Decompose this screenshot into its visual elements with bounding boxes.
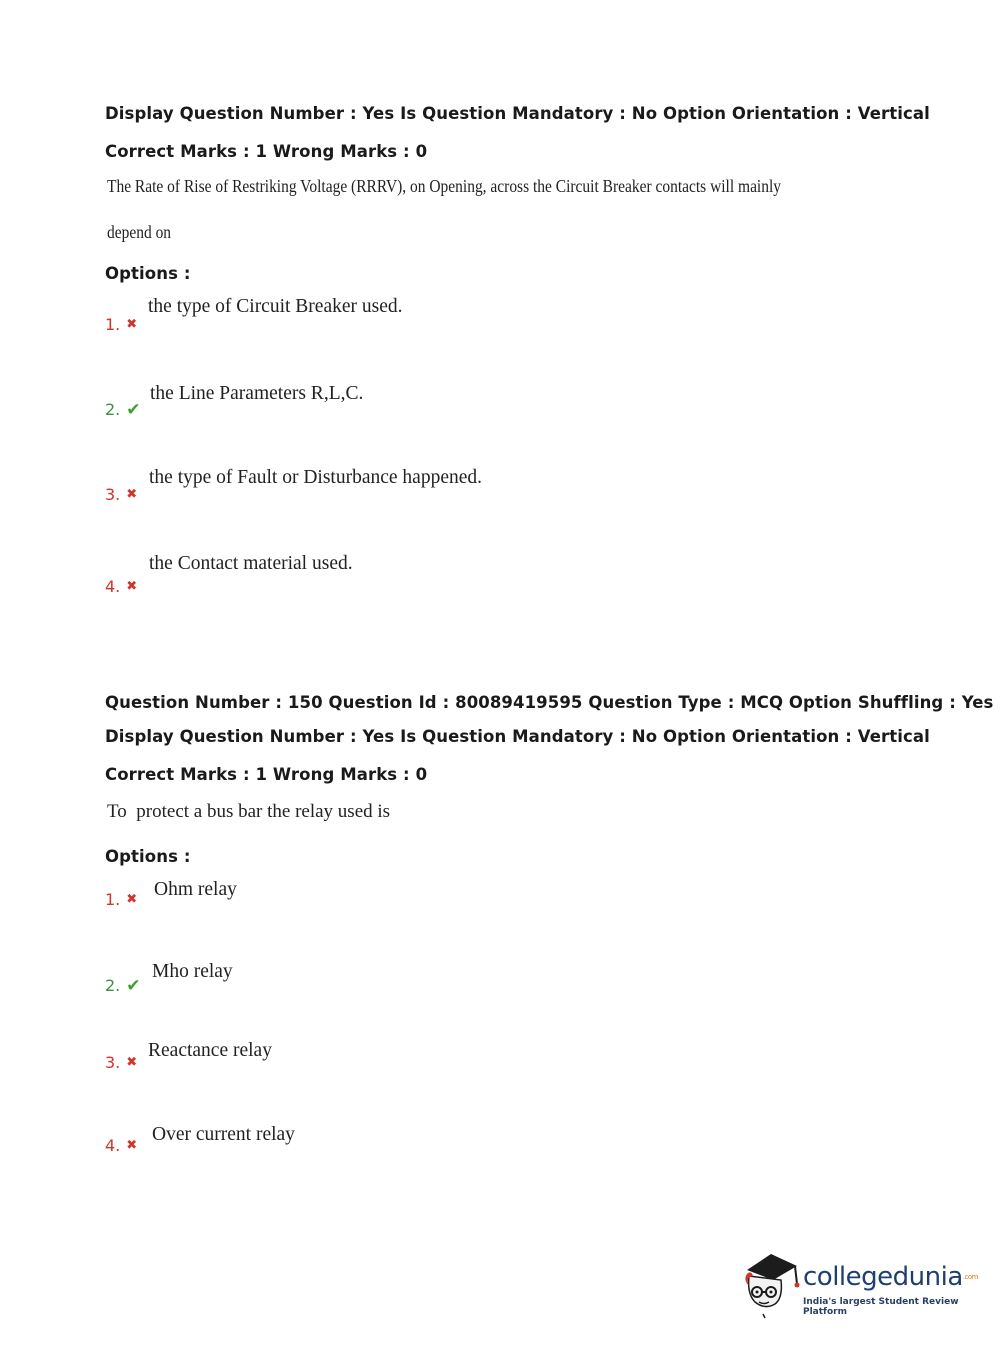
- q2-option-2-number: 2. ✔: [105, 976, 141, 996]
- check-icon: ✔: [126, 400, 141, 420]
- cross-icon: ✖: [126, 1055, 138, 1070]
- q1-question-line-1: The Rate of Rise of Restriking Voltage (RRRV), on Opening, across the Circuit Breaker contacts will mainly: [107, 176, 782, 196]
- q2-options-label: Options :: [105, 847, 191, 866]
- q2-option-1-number: 1. ✖: [105, 890, 138, 909]
- cross-icon: ✖: [126, 487, 138, 502]
- q1-marks: Correct Marks : 1 Wrong Marks : 0: [105, 142, 428, 161]
- q2-option-4-number: 4. ✖: [105, 1136, 138, 1155]
- q1-option-3-number: 3. ✖: [105, 485, 138, 504]
- check-icon: ✔: [126, 976, 141, 996]
- brand-suffix: .com: [962, 1273, 978, 1281]
- cross-icon: ✖: [126, 579, 138, 594]
- collegedunia-logo: [741, 1250, 978, 1322]
- brand-tagline: India's largest Student Review Platform: [803, 1297, 959, 1317]
- q2-option-3-text: Reactance relay: [148, 1040, 272, 1061]
- q1-option-2-number: 2. ✔: [105, 400, 141, 420]
- cross-icon: ✖: [126, 317, 138, 332]
- q1-option-1-number: 1. ✖: [105, 315, 138, 334]
- cross-icon: ✖: [126, 1138, 138, 1153]
- q1-options-label: Options :: [105, 264, 191, 283]
- q2-meta-question: Question Number : 150 Question Id : 80089419595 Question Type : MCQ Option Shuffling : Yes: [105, 693, 994, 712]
- q1-option-4-text: the Contact material used.: [149, 553, 353, 574]
- q1-meta-display: Display Question Number : Yes Is Question Mandatory : No Option Orientation : Vertical: [105, 104, 930, 123]
- q2-meta-display: Display Question Number : Yes Is Question Mandatory : No Option Orientation : Vertical: [105, 727, 930, 746]
- q2-option-2-text: Mho relay: [152, 961, 233, 982]
- q2-option-3-number: 3. ✖: [105, 1053, 138, 1072]
- cross-icon: ✖: [126, 892, 138, 907]
- q1-option-1-text: the type of Circuit Breaker used.: [148, 296, 403, 317]
- q1-question-line-2: depend on: [107, 222, 172, 242]
- brand-name: collegedunia$^{.com}$: [803, 1262, 978, 1292]
- q2-option-1-text: Ohm relay: [154, 879, 237, 900]
- q2-question-text: To protect a bus bar the relay used is: [107, 801, 391, 822]
- q1-option-3-text: the type of Fault or Disturbance happened.: [149, 467, 483, 488]
- q1-option-2-text: the Line Parameters R,L,C.: [150, 383, 364, 404]
- q2-option-4-text: Over current relay: [152, 1124, 295, 1145]
- q1-option-4-number: 4. ✖: [105, 577, 138, 596]
- q2-marks: Correct Marks : 1 Wrong Marks : 0: [105, 765, 428, 784]
- mascot-icon: [741, 1250, 801, 1322]
